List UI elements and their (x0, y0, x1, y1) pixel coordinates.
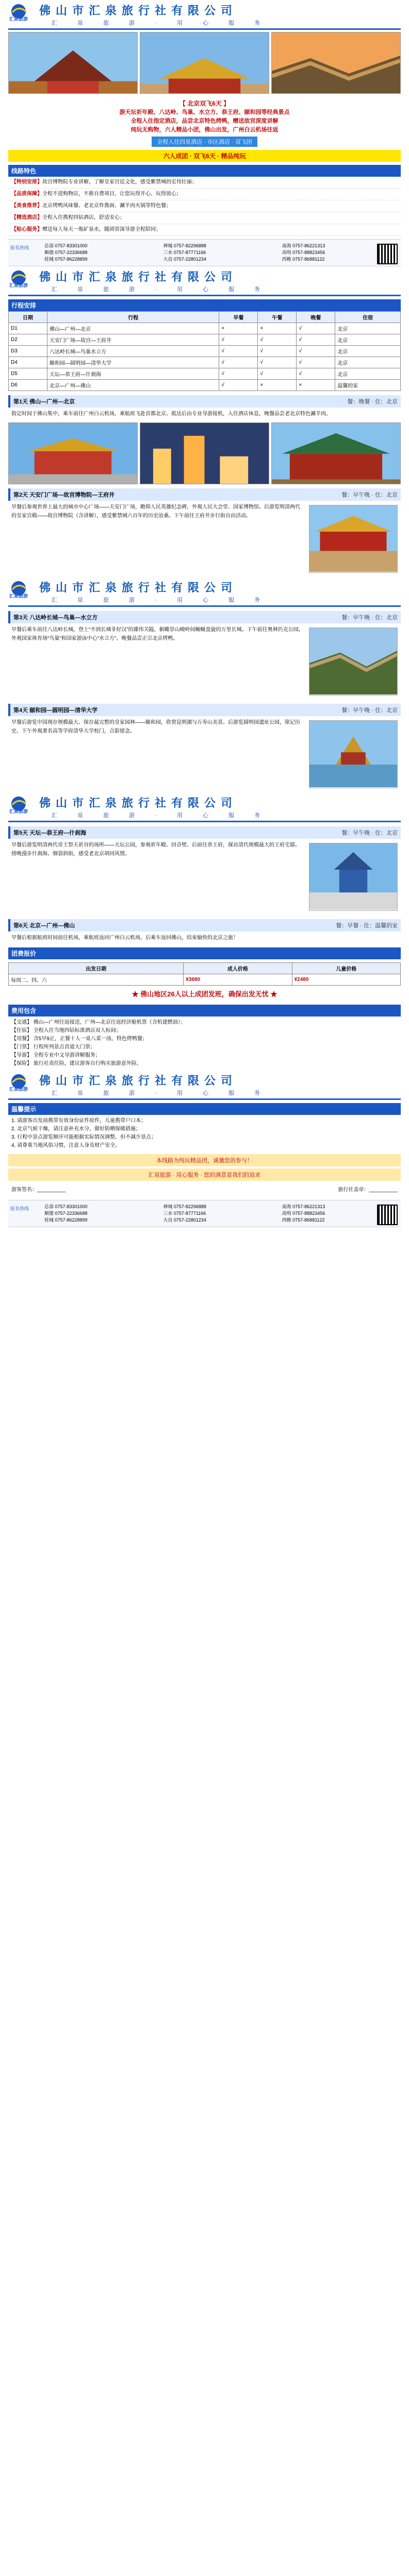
contact-line: 桂城 0757-86228899 (44, 1217, 88, 1223)
schedule-heading: 行程安排 (8, 299, 401, 311)
col-header: 早餐 (219, 312, 258, 323)
table-header-row (9, 312, 401, 323)
feature-item: 【贴心服务】赠送每人每天一瓶矿泉水，随团资深导游全程陪同； (8, 224, 401, 236)
list-item: 3. 行程中景点游览顺序可能根据实际情况调整，但不减少景点； (11, 1134, 157, 1140)
logo-text: 汇泉旅游 (9, 16, 28, 22)
photo-palace (140, 32, 269, 94)
company-slogan: 汇 泉 旅 游 · 用 心 服 务 (52, 20, 270, 26)
table-row: D5 天坛—恭王府—什刹海 √ √ √ 北京 (9, 368, 401, 380)
company-slogan: 汇 泉 旅 游 · 用 心 服 务 (52, 597, 270, 603)
photo-great-wall (309, 628, 398, 696)
company-name: 佛山市汇泉旅行社有限公司 (39, 1074, 238, 1088)
logo-text: 汇泉旅游 (9, 283, 28, 288)
day-3-text: 早餐后乘车前往八达岭长城，登上“不到长城非好汉”的雄伟关隘，俯瞰崇山峻岭间蜿蜒盘旋的万里长城。下午前往奥林匹克公园，外观国家体育场“鸟巢”和国家游泳中心“水立方”。晚餐品尝正宗北京烤鸭。 (8, 623, 401, 700)
photo-summer-palace (309, 720, 398, 788)
list-item: 【住宿】 全程入住当地四钻标准酒店双人标间； (11, 1028, 121, 1033)
contact-line: 桂城 0757-86228899 (44, 257, 88, 262)
tips-heading: 温馨提示 (8, 1103, 401, 1115)
feature-item: 【美食推荐】北京烤鸭风味餐、老北京炸酱面、涮羊肉火锅等特色餐； (8, 200, 401, 212)
logo-icon (8, 795, 35, 819)
contact-line: 高明 0757-88823456 (282, 1211, 325, 1216)
list-item: 【保险】 旅行社责任险，建议游客自行购买旅游意外险。 (11, 1061, 142, 1066)
col-header: 儿童价格 (292, 963, 400, 974)
logo-text: 汇泉旅游 (9, 809, 28, 814)
contact-block (8, 239, 401, 266)
col-header: 出发日期 (9, 963, 184, 974)
contact-line: 高明 0757-88823456 (282, 250, 325, 255)
header-rule (8, 821, 401, 822)
company-slogan: 汇 泉 旅 游 · 用 心 服 务 (52, 286, 270, 293)
day-1-text: 指定时间于佛山集中，乘车前往广州白云机场，乘航班飞赴首都北京。抵达后由专业导游接机，入住酒店休息，晚餐品尝老北京特色涮羊肉。 (11, 411, 331, 417)
day-2-text: 早餐后参观世界上最大的城市中心广场——天安门广场，瞻仰人民英雄纪念碑，外观人民大会堂、国家博物馆。后游览明清两代的皇家宫殿——故宫博物院（含讲解），感受紫禁城六百年的历史沧桑。下午前往王府井步行街自由活动。 (8, 501, 401, 577)
contact-label: 报名热线 (10, 1206, 29, 1211)
list-item: 1. 请游客出发前携带有效身份证件原件，儿童携带户口本； (11, 1118, 146, 1124)
includes-list (8, 1016, 401, 1070)
contact-line: 总部 0757-83301000 (44, 1204, 88, 1209)
features-heading: 线路特色 (8, 165, 401, 177)
qr-code-icon (377, 244, 398, 264)
contact-line: 西樵 0757-86881122 (282, 1217, 325, 1223)
col-header: 日期 (9, 312, 47, 323)
day-5-bar: 第5天 天坛—恭王府—什刹海 餐：早午晚 · 住：北京 (8, 826, 401, 839)
feature-item: 【精选酒店】全程入住携程四钻酒店，舒适安心； (8, 212, 401, 224)
day-6-text: 早餐后根据航班时间前往机场，乘航班返回广州白云机场，后乘车返回佛山，结束愉快的北京之旅！ (11, 935, 238, 941)
logo-icon (8, 1073, 35, 1097)
day-4-bar: 第4天 颐和园—圆明园—清华大学 餐：早午晚 · 住：北京 (8, 704, 401, 716)
contact-line: 总部 0757-83301000 (44, 243, 88, 248)
photo-city (140, 422, 269, 484)
table-row: D2 天安门广场—故宫—王府井 √ √ √ 北京 (9, 334, 401, 346)
contact-line: 大良 0757-22801234 (163, 257, 206, 262)
footer-band: 本线路为纯玩精品团，诚邀您的参与！ (8, 1154, 401, 1166)
photo-greatwall (271, 32, 401, 94)
list-item: 【导游】 全程专业中文导游讲解服务； (11, 1053, 101, 1058)
feature-item: 【品质保障】全程不进购物店，不推自费项目，让您玩得开心、玩得放心； (8, 189, 401, 200)
price-table (8, 962, 401, 986)
header-rule (8, 1098, 401, 1100)
signature-row (8, 1181, 401, 1197)
includes-heading: 费用包含 (8, 1005, 401, 1016)
company-header (8, 266, 401, 296)
day-3-bar: 第3天 八达岭长城—鸟巢—水立方 餐：早午晚 · 住：北京 (8, 611, 401, 623)
company-header (8, 1070, 401, 1100)
day-1-bar: 第1天 佛山—广州—北京 餐：晚餐 · 住：北京 (8, 395, 401, 408)
table-row: D3 八达岭长城—鸟巢水立方 √ √ √ 北京 (9, 346, 401, 357)
list-item: 4. 请尊重当地风俗习惯，注意人身及财产安全。 (11, 1143, 121, 1148)
agency-stamp: 旅行社盖章：__________ (338, 1187, 398, 1193)
header-rule (8, 295, 401, 296)
day-6-bar: 第6天 北京—广州—佛山 餐：早餐 · 住：温馨的家 (8, 919, 401, 931)
photo-temple (8, 32, 138, 94)
table-header-row (9, 963, 401, 974)
contact-label: 报名热线 (10, 245, 29, 250)
list-item: 【用餐】 含5早9正，正餐十人一桌八菜一汤，特色烤鸭餐； (11, 1036, 148, 1042)
company-name: 佛山市汇泉旅行社有限公司 (39, 796, 238, 810)
list-item: 2. 北京气候干燥，请注意补充水分，做好防晒保暖措施； (11, 1126, 141, 1132)
day-4-text: 早餐后游览中国现存规模最大、保存最完整的皇家园林——颐和园，欣赏昆明湖与万寿山美景。后游览圆明园遗址公园，铭记历史。下午外观著名高等学府清华大学校门，合影留念。 (8, 716, 401, 792)
photo-row (8, 32, 401, 94)
qr-code-icon (377, 1205, 398, 1225)
contact-line: 禅城 0757-82296888 (163, 243, 206, 248)
contact-line: 顺德 0757-22336688 (44, 250, 88, 255)
feature-item: 【特别安排】故宫博物院专业讲解，了解皇家宫廷文化，感受紫禁城的宏伟壮丽； (8, 177, 401, 189)
col-header: 住宿 (335, 312, 401, 323)
company-name: 佛山市汇泉旅行社有限公司 (39, 4, 238, 18)
tour-line-2: 全程入住指定酒店，品尝北京特色烤鸭，赠送故宫深度讲解 (130, 118, 279, 124)
company-slogan: 汇 泉 旅 游 · 用 心 服 务 (52, 1090, 270, 1096)
day-1-photos (8, 422, 401, 484)
photo-forbidden-city (309, 505, 398, 573)
table-row: 每周二、四、六 ¥3680 ¥2480 (9, 974, 401, 986)
tour-line-1: 游天坛祈年殿、八达岭、鸟巢、水立方、恭王府、颐和园等经典景点 (119, 109, 290, 115)
notice-title: ★ 佛山地区26人以上成团发班，确保出发无忧 ★ (132, 990, 277, 998)
logo-text: 汇泉旅游 (9, 594, 28, 599)
contact-line: 西樵 0757-86881122 (282, 257, 325, 262)
company-name: 佛山市汇泉旅行社有限公司 (39, 270, 238, 284)
list-item: 【门票】 行程所列景点首道大门票； (11, 1044, 95, 1050)
photo-temple-of-heaven (309, 843, 398, 911)
schedule-table (8, 311, 401, 391)
contact-line: 禅城 0757-82296888 (163, 1204, 206, 1209)
contact-line: 三水 0757-87771166 (163, 250, 206, 255)
table-row: D4 颐和园—圆明园—清华大学 √ √ √ 北京 (9, 357, 401, 368)
logo-icon (8, 269, 35, 293)
photo-tiananmen (8, 422, 138, 484)
price-bar: 六人成团 · 双飞6天 · 精品纯玩 (8, 150, 401, 162)
day-5-text: 早餐后游览明清两代帝王祭天祈谷的场所——天坛公园，参观祈年殿、回音壁。后前往恭王府，探访清代规模最大的王府宅邸。傍晚漫步什刹海、烟袋斜街，感受老北京胡同风情。 (8, 839, 401, 915)
header-rule (8, 28, 401, 30)
logo-text: 汇泉旅游 (9, 1087, 28, 1092)
contact-line: 三水 0757-87771166 (163, 1211, 206, 1216)
col-header: 午餐 (258, 312, 297, 323)
tour-title-block (8, 94, 401, 150)
photo-gate (271, 422, 401, 484)
contact-line: 大良 0757-22801234 (163, 1217, 206, 1223)
contact-line: 南海 0757-86221313 (282, 1204, 325, 1209)
footer-band: 汇泉旅游 · 用心服务 · 您的满意是我们的追求 (8, 1168, 401, 1181)
logo-icon (8, 580, 35, 604)
tips-list (8, 1115, 401, 1152)
company-header (8, 0, 401, 30)
contact-line: 顺德 0757-22336688 (44, 1211, 88, 1216)
company-header (8, 577, 401, 607)
list-item: 【交通】 佛山—广州往返接送，广州—北京往返经济舱机票（含机建燃油）； (11, 1020, 186, 1025)
tour-line-3: 纯玩无购物，六人精品小团，佛山出发，广州白云机场往返 (130, 127, 279, 133)
col-header: 行程 (47, 312, 219, 323)
company-header (8, 792, 401, 822)
page (8, 0, 401, 1227)
day-2-bar: 第2天 天安门广场—故宫博物院—王府井 餐：早午晚 · 住：北京 (8, 488, 401, 501)
contact-block (8, 1200, 401, 1227)
header-rule (8, 605, 401, 607)
company-name: 佛山市汇泉旅行社有限公司 (39, 581, 238, 595)
table-row: D1 佛山—广州—北京 × × √ 北京 (9, 323, 401, 334)
col-header: 成人价格 (184, 963, 292, 974)
hotel-badge: 全程入住四星酒店 · 市区酒店 · 双飞团 (152, 137, 257, 147)
tour-title: 【 北京双飞6天 】 (179, 100, 230, 107)
contact-line: 南海 0757-86221313 (282, 243, 325, 248)
tourist-signature: 游客签名：__________ (11, 1187, 66, 1193)
logo-icon (8, 3, 35, 27)
company-slogan: 汇 泉 旅 游 · 用 心 服 务 (52, 812, 270, 819)
table-row: D6 北京—广州—佛山 √ × × 温馨的家 (9, 380, 401, 391)
price-heading: 团费报价 (8, 947, 401, 959)
col-header: 晚餐 (297, 312, 335, 323)
